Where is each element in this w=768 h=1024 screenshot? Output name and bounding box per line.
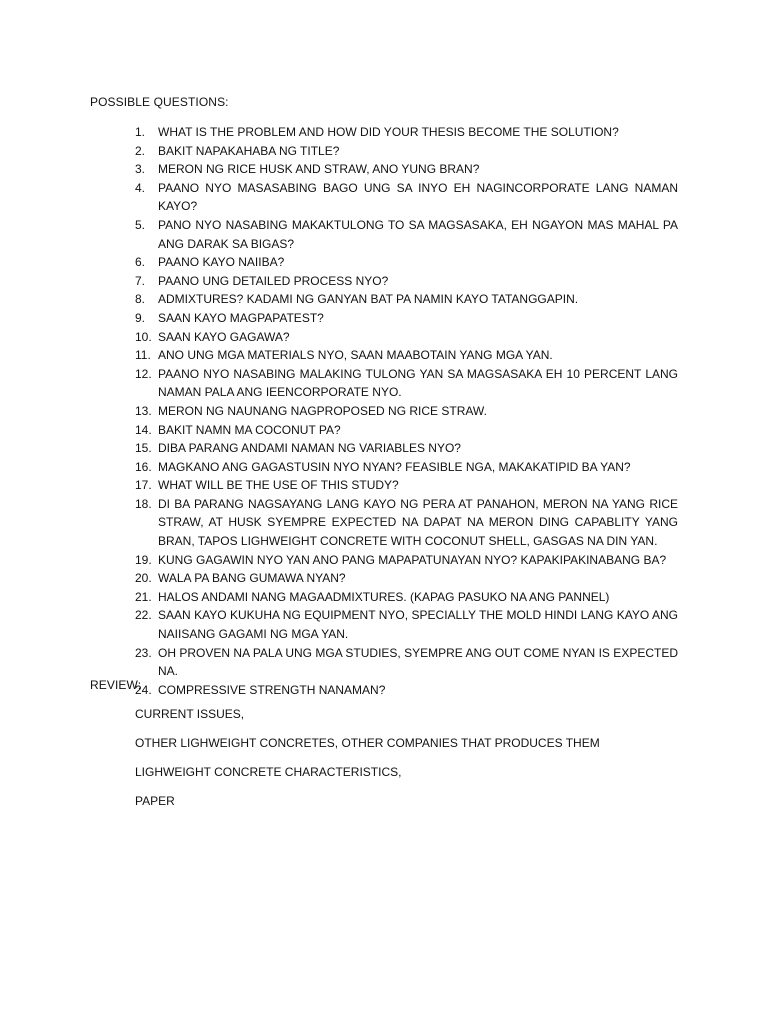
review-item: LIGHWEIGHT CONCRETE CHARACTERISTICS, (135, 765, 402, 779)
question-number: 1. (135, 125, 146, 139)
question-number: 14. (135, 422, 152, 437)
review-list (135, 707, 600, 823)
list-item (135, 476, 678, 495)
question-number: 22. (135, 608, 152, 623)
question-number: 3. (135, 162, 146, 177)
question-number: 2. (135, 143, 146, 158)
question-number: 16. (135, 459, 152, 474)
question-text: SAAN KAYO MAGPAPATEST? (158, 310, 324, 325)
list-item (135, 421, 678, 440)
question-text: WHAT IS THE PROBLEM AND HOW DID YOUR THESIS BECOME THE SOLUTION? (158, 125, 619, 139)
question-number: 15. (135, 441, 152, 456)
question-text: PAANO NYO NASABING MALAKING TULONG YAN SA MAGSASAKA EH 10 PERCENT LANG NAMAN PALA ANG IEENCORPORATE NYO. (158, 366, 678, 400)
list-item (135, 142, 678, 161)
question-number: 23. (135, 645, 152, 660)
question-number: 24. (135, 682, 152, 697)
list-item (135, 346, 678, 365)
review-heading: REVIEW: (90, 678, 142, 692)
question-number: 13. (135, 403, 152, 418)
question-number: 19. (135, 552, 152, 567)
questions-heading: POSSIBLE QUESTIONS: (90, 95, 229, 109)
question-number: 12. (135, 366, 152, 381)
review-item: PAPER (135, 794, 175, 808)
list-item (135, 272, 678, 291)
list-item (135, 644, 678, 681)
list-item (135, 216, 678, 253)
question-text: PAANO NYO MASASABING BAGO UNG SA INYO EH NAGINCORPORATE LANG NAMAN KAYO? (158, 180, 678, 214)
list-item (135, 495, 678, 551)
list-item (135, 290, 678, 309)
question-number: 5. (135, 217, 146, 232)
question-text: WHAT WILL BE THE USE OF THIS STUDY? (158, 478, 399, 493)
question-text: DI BA PARANG NAGSAYANG LANG KAYO NG PERA AT PANAHON, MERON NA YANG RICE STRAW, AT HUSK SYEMPRE EXPECTED NA DAPAT NA MERON DING CAPABLITY YANG BRAN, TAPOS LIGHWEIGHT CONCRETE WITH COCONUT SHELL, GASGAS NA DIN YAN. (158, 496, 678, 549)
question-text: WALA PA BANG GUMAWA NYAN? (158, 571, 346, 586)
list-item (135, 551, 678, 570)
question-number: 4. (135, 180, 146, 195)
list-item (135, 402, 678, 421)
list-item (135, 160, 678, 179)
question-text: HALOS ANDAMI NANG MAGAADMIXTURES. (KAPAG PASUKO NA ANG PANNEL) (158, 589, 610, 604)
question-number: 21. (135, 589, 152, 604)
question-number: 9. (135, 310, 146, 325)
question-text: MERON NG RICE HUSK AND STRAW, ANO YUNG BRAN? (158, 162, 480, 177)
question-text: PAANO KAYO NAIIBA? (158, 255, 285, 270)
list-item (135, 253, 678, 272)
question-number: 8. (135, 292, 146, 307)
question-number: 6. (135, 255, 146, 270)
questions-list (135, 123, 678, 699)
review-item: CURRENT ISSUES, (135, 707, 245, 721)
question-text: BAKIT NAMN MA COCONUT PA? (158, 422, 341, 437)
question-text: SAAN KAYO KUKUHA NG EQUIPMENT NYO, SPECIALLY THE MOLD HINDI LANG KAYO ANG NAIISANG GAGAMI NG MGA YAN. (158, 608, 678, 642)
list-item (135, 569, 678, 588)
list-item (135, 588, 678, 607)
list-item (135, 309, 678, 328)
question-text: ANO UNG MGA MATERIALS NYO, SAAN MAABOTAIN YANG MGA YAN. (158, 348, 553, 363)
question-text: ADMIXTURES? KADAMI NG GANYAN BAT PA NAMIN KAYO TATANGGAPIN. (158, 292, 579, 307)
list-item (135, 606, 678, 643)
question-text: PANO NYO NASABING MAKAKTULONG TO SA MAGSASAKA, EH NGAYON MAS MAHAL PA ANG DARAK SA BIGAS? (158, 217, 678, 251)
question-text: COMPRESSIVE STRENGTH NANAMAN? (158, 682, 386, 697)
review-item: OTHER LIGHWEIGHT CONCRETES, OTHER COMPANIES THAT PRODUCES THEM (135, 736, 600, 750)
question-text: MERON NG NAUNANG NAGPROPOSED NG RICE STRAW. (158, 403, 487, 418)
question-text: PAANO UNG DETAILED PROCESS NYO? (158, 273, 389, 288)
question-number: 7. (135, 273, 146, 288)
question-number: 10. (135, 329, 152, 344)
list-item (135, 439, 678, 458)
question-text: SAAN KAYO GAGAWA? (158, 329, 290, 344)
list-item (135, 328, 678, 347)
list-item (135, 365, 678, 402)
question-text: BAKIT NAPAKAHABA NG TITLE? (158, 143, 340, 158)
question-number: 20. (135, 571, 152, 586)
question-text: DIBA PARANG ANDAMI NAMAN NG VARIABLES NYO? (158, 441, 461, 456)
list-item (135, 681, 678, 700)
question-text: OH PROVEN NA PALA UNG MGA STUDIES, SYEMPRE ANG OUT COME NYAN IS EXPECTED NA. (158, 645, 678, 679)
list-item (135, 123, 678, 142)
question-text: MAGKANO ANG GAGASTUSIN NYO NYAN? FEASIBLE NGA, MAKAKATIPID BA YAN? (158, 459, 631, 474)
list-item (135, 179, 678, 216)
question-number: 17. (135, 478, 152, 493)
list-item (135, 458, 678, 477)
question-text: KUNG GAGAWIN NYO YAN ANO PANG MAPAPATUNAYAN NYO? KAPAKIPAKINABANG BA? (158, 552, 667, 567)
question-number: 18. (135, 496, 152, 511)
question-number: 11. (135, 348, 151, 363)
